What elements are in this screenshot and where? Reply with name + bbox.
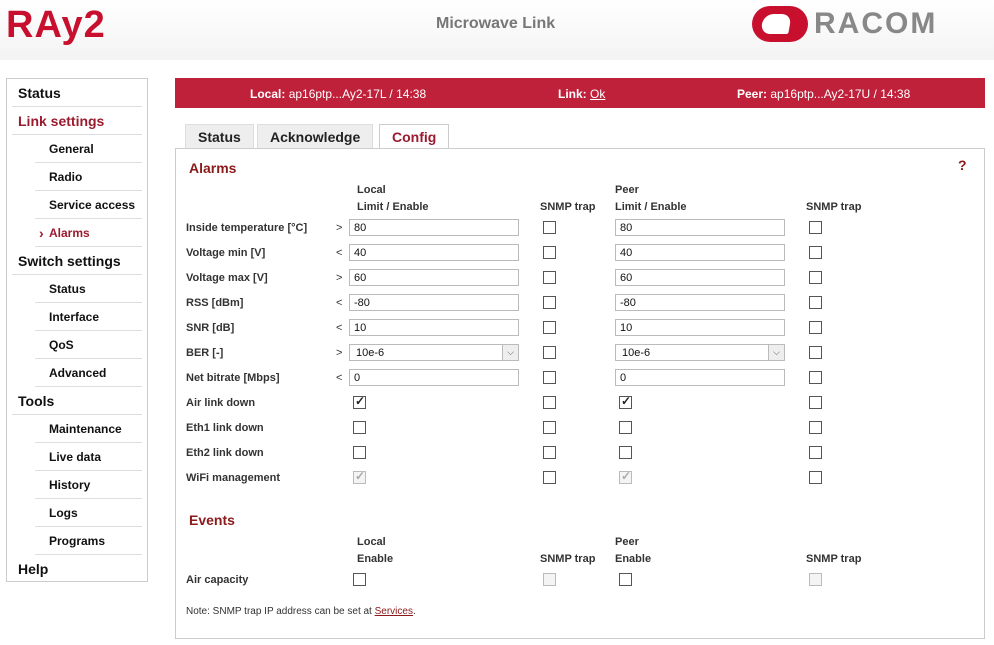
temp-label: Inside temperature [°C] [186, 222, 308, 234]
tab-status[interactable]: Status [185, 124, 254, 148]
local-status: Local: ap16ptp...Ay2-17L / 14:38 [250, 87, 427, 101]
events-peer-snmp-header: SNMP trap [806, 553, 862, 565]
rss-label: RSS [dBm] [186, 297, 244, 309]
sidebar-item-qos[interactable]: QoS [35, 331, 142, 359]
tab-config[interactable]: Config [379, 124, 449, 149]
vmin-comparator: < [336, 247, 343, 259]
snr-peer-snmp-checkbox[interactable] [809, 321, 822, 334]
air-link-local-snmp-checkbox[interactable] [543, 396, 556, 409]
air-link-label: Air link down [186, 397, 256, 409]
temp-local-input[interactable] [349, 219, 519, 236]
wifi-local-enable-checkbox [353, 471, 366, 484]
snr-peer-input[interactable] [615, 319, 785, 336]
eth2-peer-snmp-checkbox[interactable] [809, 446, 822, 459]
peer-snmp-header: SNMP trap [806, 201, 862, 213]
temp-local-snmp-checkbox[interactable] [543, 221, 556, 234]
racom-logo: RACOM [752, 4, 937, 44]
peer-limit-header: Limit / Enable [615, 201, 687, 213]
sidebar-item-radio[interactable]: Radio [35, 163, 142, 191]
bitrate-label: Net bitrate [Mbps] [186, 372, 280, 384]
sidebar-item-switch-settings[interactable]: Switch settings [12, 247, 142, 275]
vmax-local-snmp-checkbox[interactable] [543, 271, 556, 284]
air-capacity-label: Air capacity [186, 574, 249, 586]
peer-column-header: Peer [615, 184, 639, 196]
snr-local-snmp-checkbox[interactable] [543, 321, 556, 334]
ber-label: BER [-] [186, 347, 224, 359]
ber-local-snmp-checkbox[interactable] [543, 346, 556, 359]
sidebar-item-advanced[interactable]: Advanced [35, 359, 142, 387]
sidebar-item-programs[interactable]: Programs [35, 527, 142, 555]
air-link-peer-enable-checkbox[interactable] [619, 396, 632, 409]
rss-peer-snmp-checkbox[interactable] [809, 296, 822, 309]
eth2-peer-enable-checkbox[interactable] [619, 446, 632, 459]
sidebar-item-general[interactable]: General [35, 135, 142, 163]
rss-local-snmp-checkbox[interactable] [543, 296, 556, 309]
alarms-title: Alarms [189, 160, 237, 176]
ber-comparator: > [336, 347, 343, 359]
bitrate-local-input[interactable] [349, 369, 519, 386]
vmin-peer-input[interactable] [615, 244, 785, 261]
events-local-enable-header: Enable [357, 553, 394, 565]
air-link-local-enable-checkbox[interactable] [353, 396, 366, 409]
eth1-peer-snmp-checkbox[interactable] [809, 421, 822, 434]
snr-label: SNR [dB] [186, 322, 235, 334]
rss-peer-input[interactable] [615, 294, 785, 311]
local-snmp-header: SNMP trap [540, 201, 596, 213]
link-status: Link: Ok [558, 87, 606, 101]
ber-local-select[interactable]: 10e-6 ⌵ [349, 344, 519, 361]
help-button[interactable]: ? [958, 157, 967, 173]
wifi-local-snmp-checkbox[interactable] [543, 471, 556, 484]
peer-status: Peer: ap16ptp...Ay2-17U / 14:38 [737, 87, 911, 101]
sidebar-item-link-settings[interactable]: Link settings [12, 107, 142, 135]
sidebar-item-status[interactable]: Status [12, 79, 142, 107]
air-link-peer-snmp-checkbox[interactable] [809, 396, 822, 409]
ray2-logo: RAy2 [6, 4, 106, 46]
vmax-local-input[interactable] [349, 269, 519, 286]
page-title: Microwave Link [436, 15, 556, 32]
services-link[interactable]: Services [374, 606, 413, 617]
eth1-peer-enable-checkbox[interactable] [619, 421, 632, 434]
eth1-local-snmp-checkbox[interactable] [543, 421, 556, 434]
sidebar-item-interface[interactable]: Interface [35, 303, 142, 331]
vmax-comparator: > [336, 272, 343, 284]
link-status-bar [175, 78, 985, 108]
eth2-local-enable-checkbox[interactable] [353, 446, 366, 459]
bitrate-peer-input[interactable] [615, 369, 785, 386]
sidebar-item-history[interactable]: History [35, 471, 142, 499]
rss-comparator: < [336, 297, 343, 309]
sidebar-item-logs[interactable]: Logs [35, 499, 142, 527]
events-peer-enable-header: Enable [615, 553, 652, 565]
bitrate-peer-snmp-checkbox[interactable] [809, 371, 822, 384]
vmin-local-snmp-checkbox[interactable] [543, 246, 556, 259]
events-title: Events [189, 512, 235, 528]
events-peer-header: Peer [615, 536, 639, 548]
vmax-peer-snmp-checkbox[interactable] [809, 271, 822, 284]
temp-comparator: > [336, 222, 343, 234]
temp-peer-input[interactable] [615, 219, 785, 236]
vmin-label: Voltage min [V] [186, 247, 266, 259]
sidebar-item-help[interactable]: Help [18, 561, 49, 577]
wifi-label: WiFi management [186, 472, 281, 484]
snmp-note: Note: SNMP trap IP address can be set at Services. [186, 606, 416, 617]
wifi-peer-enable-checkbox [619, 471, 632, 484]
ber-peer-snmp-checkbox[interactable] [809, 346, 822, 359]
vmin-local-input[interactable] [349, 244, 519, 261]
air-capacity-local-enable-checkbox[interactable] [353, 573, 366, 586]
local-limit-header: Limit / Enable [357, 201, 429, 213]
events-local-header: Local [357, 536, 386, 548]
sidebar-item-tools[interactable]: Tools [12, 387, 142, 415]
vmax-peer-input[interactable] [615, 269, 785, 286]
bitrate-local-snmp-checkbox[interactable] [543, 371, 556, 384]
bitrate-comparator: < [336, 372, 343, 384]
sidebar-item-service-access[interactable]: Service access [35, 191, 142, 219]
eth2-local-snmp-checkbox[interactable] [543, 446, 556, 459]
temp-peer-snmp-checkbox[interactable] [809, 221, 822, 234]
snr-local-input[interactable] [349, 319, 519, 336]
ber-peer-select[interactable]: 10e-6 ⌵ [615, 344, 785, 361]
sidebar-item-maintenance[interactable]: Maintenance [35, 415, 142, 443]
page-header [0, 0, 994, 60]
tab-acknowledge[interactable]: Acknowledge [257, 124, 373, 148]
eth1-link-label: Eth1 link down [186, 422, 264, 434]
air-capacity-peer-enable-checkbox[interactable] [619, 573, 632, 586]
events-local-snmp-header: SNMP trap [540, 553, 596, 565]
link-ok-link[interactable]: Ok [590, 87, 606, 101]
snr-comparator: < [336, 322, 343, 334]
sidebar-item-alarms[interactable]: › Alarms [35, 219, 142, 247]
sidebar-nav [6, 78, 148, 582]
vmax-label: Voltage max [V] [186, 272, 268, 284]
eth2-link-label: Eth2 link down [186, 447, 264, 459]
sidebar-item-live-data[interactable]: Live data [35, 443, 142, 471]
chevron-down-icon: ⌵ [768, 345, 784, 360]
sidebar-item-switch-status[interactable]: Status [35, 275, 142, 303]
local-column-header: Local [357, 184, 386, 196]
wifi-peer-snmp-checkbox[interactable] [809, 471, 822, 484]
rss-local-input[interactable] [349, 294, 519, 311]
racom-bird-icon [752, 6, 808, 42]
chevron-down-icon: ⌵ [502, 345, 518, 360]
vmin-peer-snmp-checkbox[interactable] [809, 246, 822, 259]
air-capacity-local-snmp-checkbox [543, 573, 556, 586]
eth1-local-enable-checkbox[interactable] [353, 421, 366, 434]
air-capacity-peer-snmp-checkbox [809, 573, 822, 586]
